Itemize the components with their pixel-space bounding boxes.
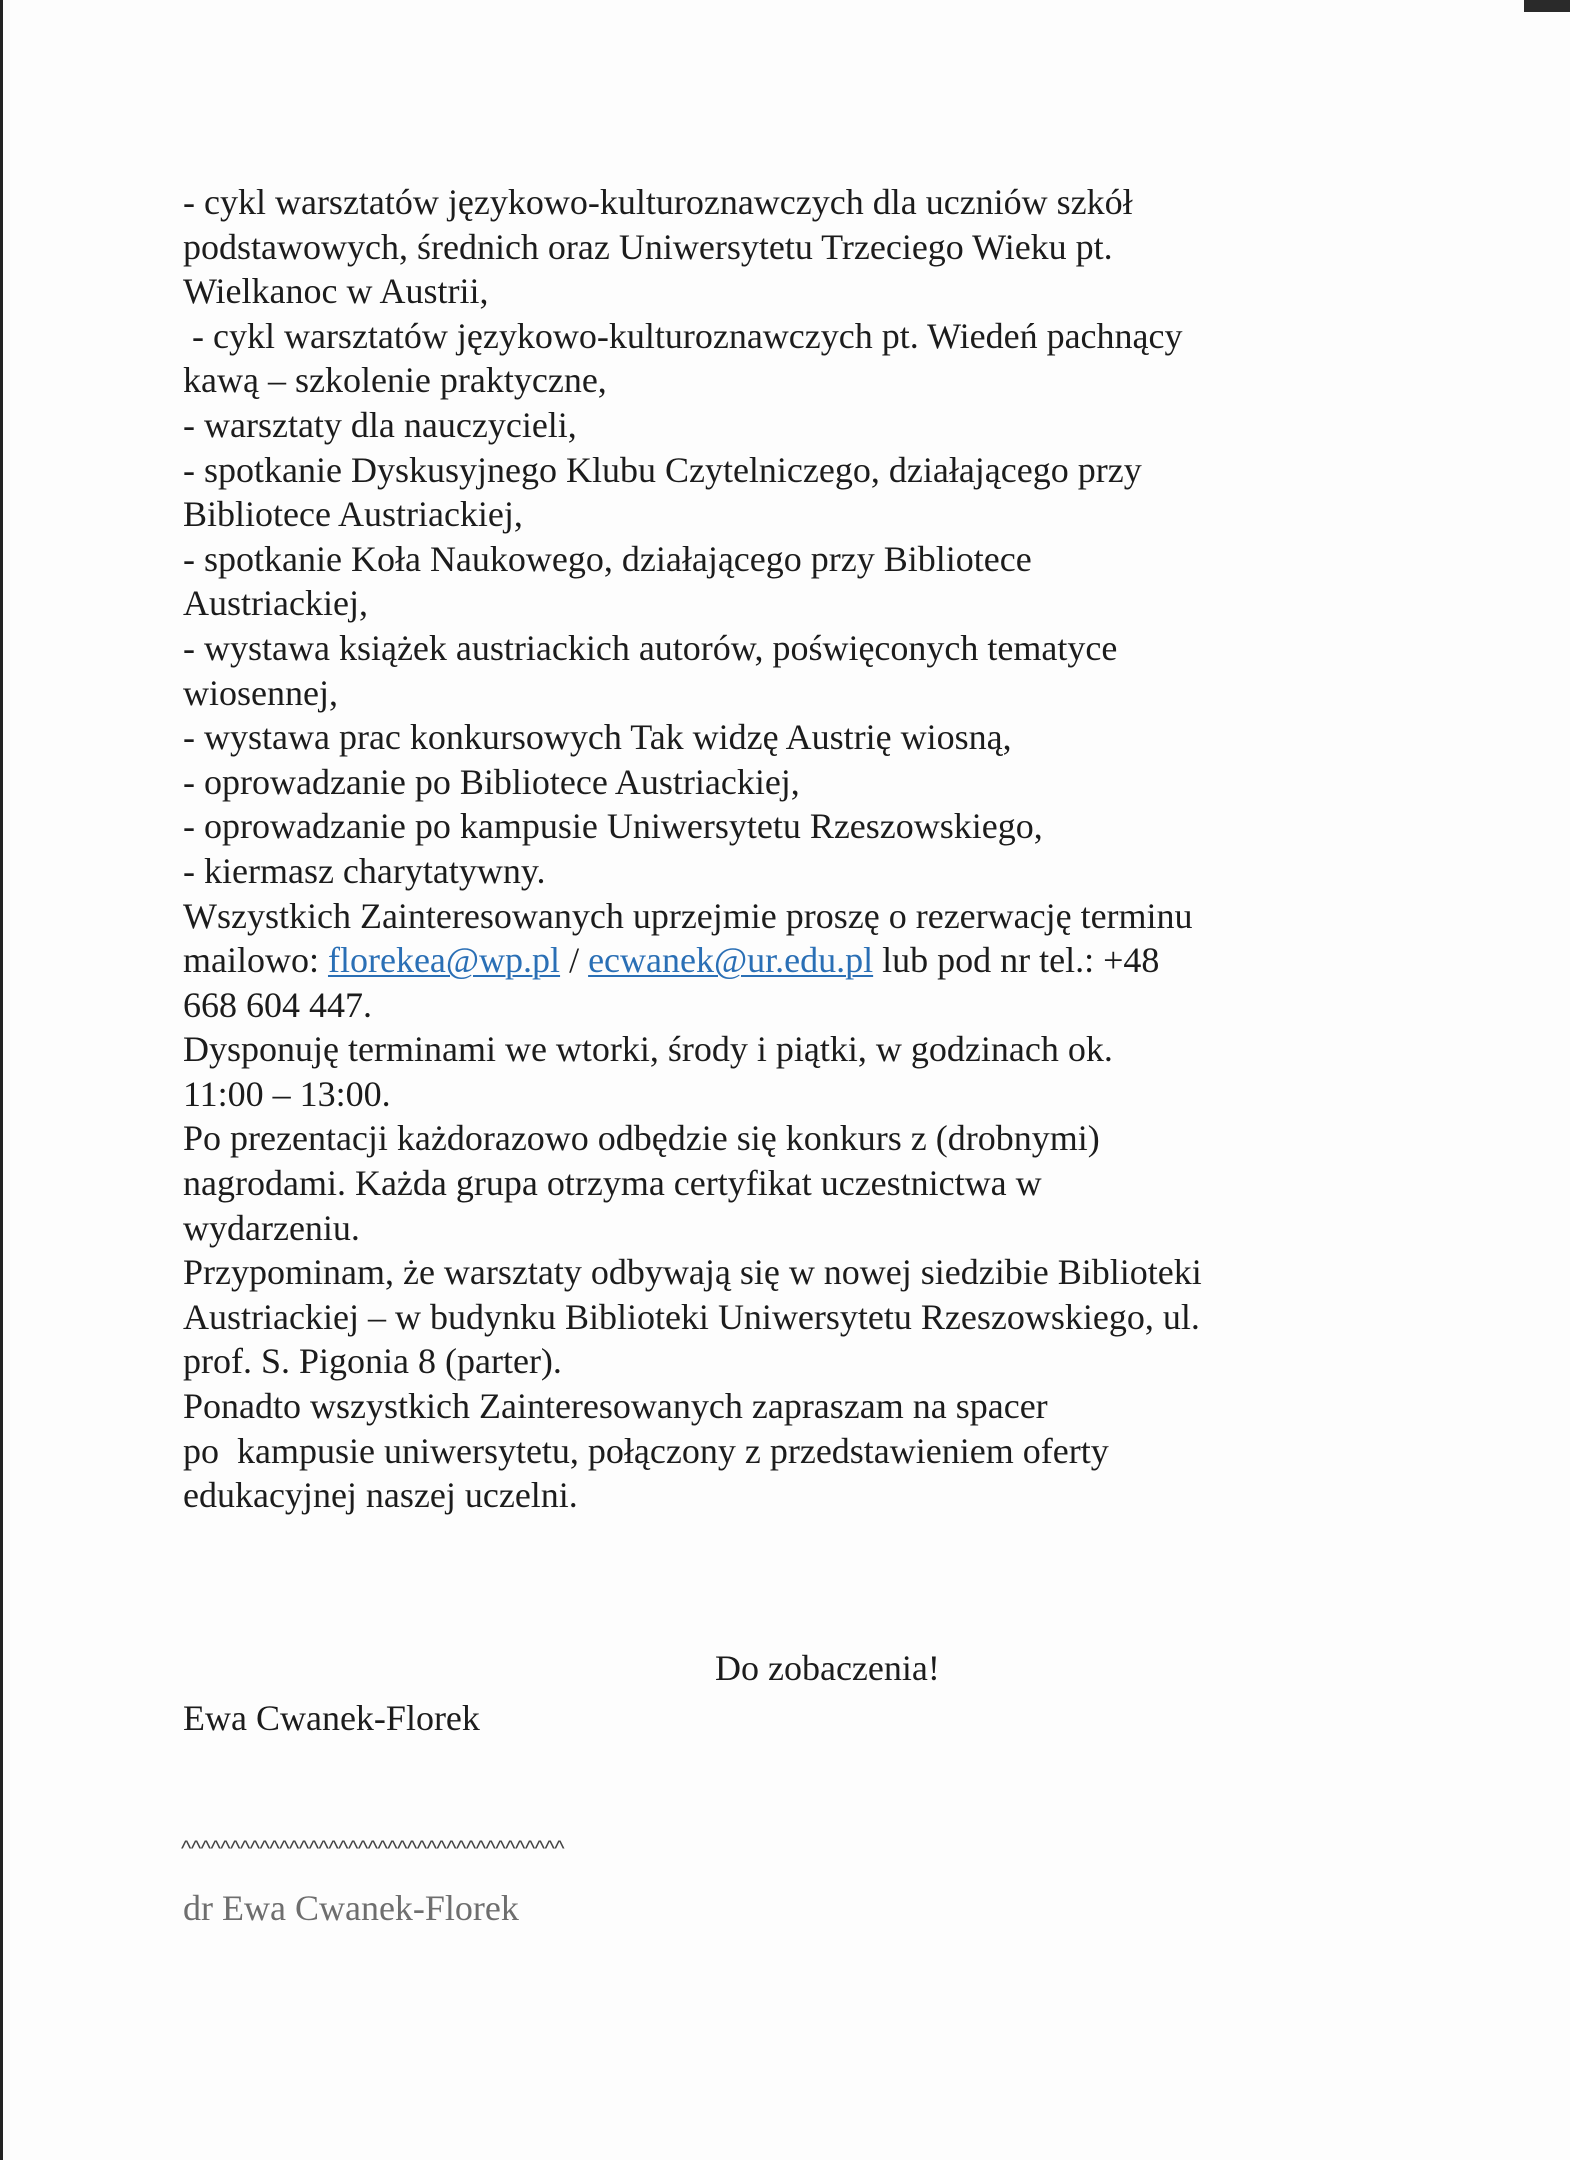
letter-line: po kampusie uniwersytetu, połączony z przedstawieniem oferty: [183, 1430, 1109, 1471]
closing-greeting: Do zobaczenia!: [715, 1648, 940, 1688]
contact-suffix: lub pod nr tel.: +48: [873, 940, 1160, 981]
letter-line: edukacyjnej naszej uczelni.: [183, 1475, 578, 1516]
scan-mark: [1524, 0, 1570, 12]
letter-line: Przypominam, że warsztaty odbywają się w nowej siedzibie Biblioteki: [183, 1252, 1202, 1293]
letter-line: - wystawa prac konkursowych Tak widzę Austrię wiosną,: [183, 717, 1012, 758]
letter-line: Ponadto wszystkich Zainteresowanych zapraszam na spacer: [183, 1386, 1048, 1427]
contact-separator: /: [560, 940, 589, 981]
letter-body: [183, 180, 1383, 1518]
letter-line: Dysponuję terminami we wtorki, środy i piątki, w godzinach ok.: [183, 1029, 1113, 1070]
letter-line: - spotkanie Dyskusyjnego Klubu Czytelniczego, działającego przy: [183, 449, 1142, 490]
letter-line: wiosennej,: [183, 672, 338, 713]
letter-line: - wystawa książek austriackich autorów, poświęconych tematyce: [183, 627, 1118, 668]
letter-line: 11:00 – 13:00.: [183, 1073, 391, 1114]
letter-line: - spotkanie Koła Naukowego, działającego przy Bibliotece: [183, 538, 1032, 579]
letter-line: prof. S. Pigonia 8 (parter).: [183, 1341, 562, 1382]
contact-line: [183, 938, 1383, 983]
letter-line: 668 604 447.: [183, 984, 372, 1025]
signer-name: Ewa Cwanek-Florek: [183, 1698, 480, 1738]
email-link-ecwanek[interactable]: ecwanek@ur.edu.pl: [588, 940, 874, 981]
letter-line: Wszystkich Zainteresowanych uprzejmie proszę o rezerwację terminu: [183, 895, 1193, 936]
letter-line: kawą – szkolenie praktyczne,: [183, 360, 607, 401]
letter-line: - oprowadzanie po Bibliotece Austriackiej,: [183, 761, 800, 802]
letter-line: Po prezentacji każdorazowo odbędzie się konkurs z (drobnymi): [183, 1118, 1100, 1159]
contact-prefix: mailowo:: [183, 940, 328, 981]
scan-edge-left: [0, 0, 3, 2160]
letter-line: Wielkanoc w Austrii,: [183, 271, 489, 312]
letter-line: Bibliotece Austriackiej,: [183, 494, 523, 535]
footer-signature: dr Ewa Cwanek-Florek: [183, 1888, 519, 1928]
signature-divider: ^^^^^^^^^^^^^^^^^^^^^^^^^^^^^^^^^^^^^^^: [181, 1836, 565, 1861]
letter-line: podstawowych, średnich oraz Uniwersytetu Trzeciego Wieku pt.: [183, 226, 1113, 267]
letter-line: - warsztaty dla nauczycieli,: [183, 404, 577, 445]
letter-line: nagrodami. Każda grupa otrzyma certyfikat uczestnictwa w: [183, 1163, 1042, 1204]
letter-line: - cykl warsztatów językowo-kulturoznawczych pt. Wiedeń pachnący: [183, 315, 1183, 356]
letter-line: wydarzeniu.: [183, 1207, 360, 1248]
letter-line: - cykl warsztatów językowo-kulturoznawczych dla uczniów szkół: [183, 182, 1133, 222]
letter-line: Austriackiej,: [183, 583, 368, 624]
letter-line: - kiermasz charytatywny.: [183, 850, 546, 891]
letter-line: Austriackiej – w budynku Biblioteki Uniwersytetu Rzeszowskiego, ul.: [183, 1296, 1200, 1337]
letter-line: - oprowadzanie po kampusie Uniwersytetu Rzeszowskiego,: [183, 806, 1043, 847]
email-link-florekea[interactable]: florekea@wp.pl: [327, 940, 561, 981]
